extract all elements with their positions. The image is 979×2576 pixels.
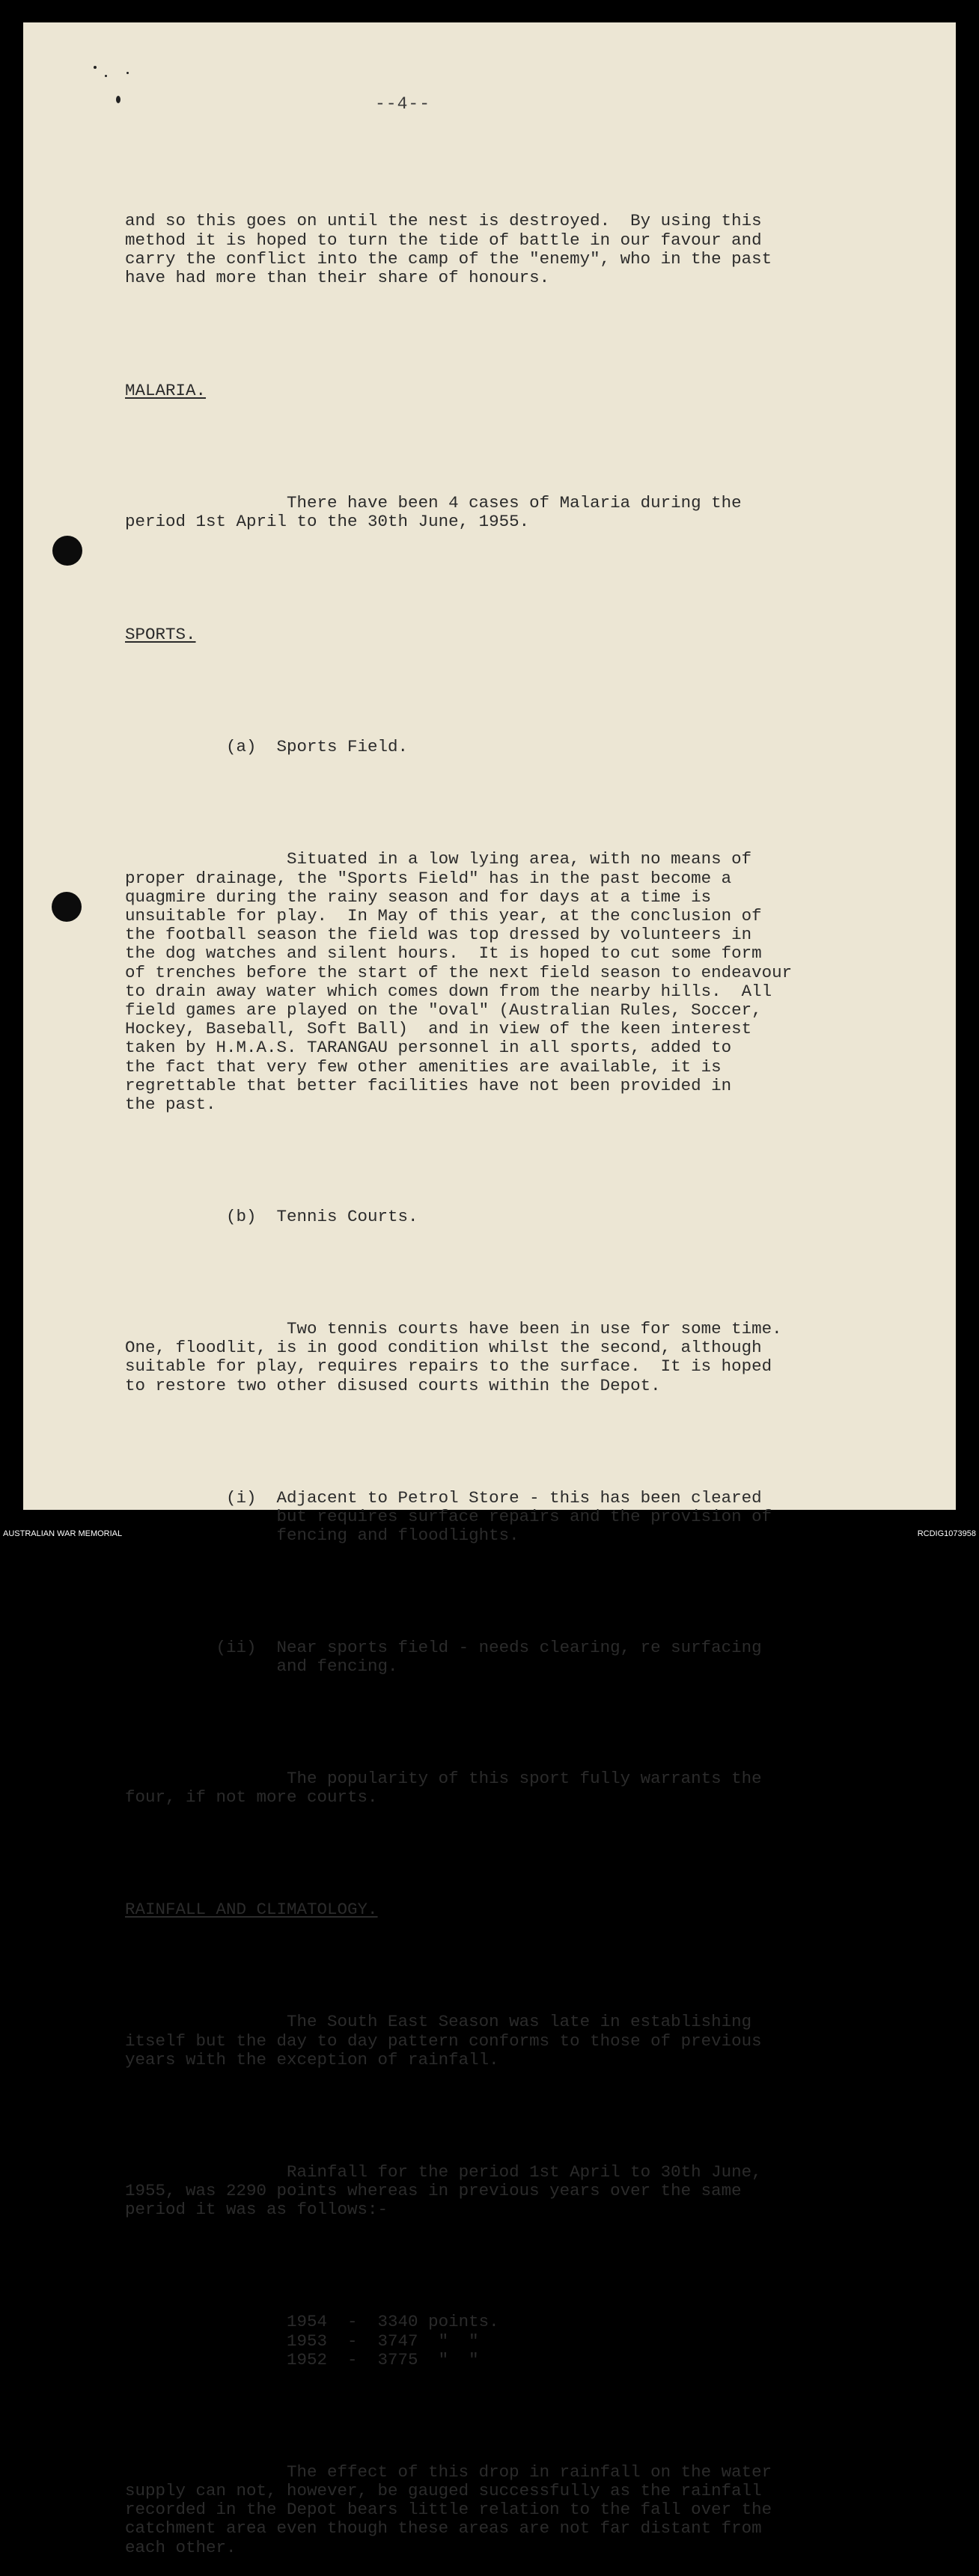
ink-speck bbox=[94, 66, 97, 69]
punch-hole-upper bbox=[52, 536, 82, 566]
paragraph-sports-field: Situated in a low lying area, with no means of proper drainage, the "Sports Field" has in the past become a quagmire during the rainy season and for days at a time is unsuitable for play. In May of this year, at the conclusion of the football season the field was top dressed by volunteers in the dog watches and silent hours. It is hoped to cut some form of trenches before the start of the next field season to endeavour to drain away water which comes down from the nearby hills. All field games are played on the "oval" (Australian Rules, Soccer, Hockey, Baseball, Soft Ball) and in view of the keen interest taken by H.M.A.S. TARANGAU personnel in all sports, added to the fact that very few other amenities are available, it is regrettable that better facilities have not been provided in the past. bbox=[125, 849, 793, 1114]
document-body bbox=[125, 174, 873, 2576]
rainfall-table: 1954 - 3340 points. 1953 - 3747 " " 1952 - 3775 " " bbox=[287, 2312, 499, 2370]
punch-hole-lower bbox=[52, 892, 82, 922]
paragraph-rainfall: Rainfall for the period 1st April to 30th June, 1955, was 2290 points whereas in previous years over the same period it was as follows:- bbox=[125, 2162, 762, 2220]
subheading-sports-field: (a) Sports Field. bbox=[125, 737, 409, 757]
ink-speck bbox=[126, 72, 129, 74]
paragraph-malaria: There have been 4 cases of Malaria during the period 1st April to the 30th June, 1955. bbox=[125, 493, 742, 532]
paragraph-popularity: The popularity of this sport fully warrants the four, if not more courts. bbox=[125, 1769, 762, 1808]
heading-sports: SPORTS. bbox=[125, 625, 196, 645]
paragraph-intro: and so this goes on until the nest is destroyed. By using this method it is hoped to turn the tide of battle in our favour and carry the conflict into the camp of the "enemy", who in the past have had more than their share of honours. bbox=[125, 211, 772, 288]
footer-record-id: RCDIG1073958 bbox=[917, 1529, 976, 1538]
page-number: --4-- bbox=[375, 94, 431, 114]
list-item-near-sports-field: (ii) Near sports field - needs clearing, re surfacing and fencing. bbox=[216, 1638, 762, 1677]
ink-speck bbox=[116, 96, 121, 103]
paragraph-season: The South East Season was late in establishing itself but the day to day pattern conforms to those of previous years with the exception of rainfall. bbox=[125, 2012, 762, 2069]
paragraph-effect: The effect of this drop in rainfall on the water supply can not, however, be gauged successfully as the rainfall recorded in the Depot bears little relation to the fall over the catchment area even though these areas are not far distant from each other. bbox=[125, 2462, 772, 2557]
list-item-petrol-store: (i) Adjacent to Petrol Store - this has been cleared but requires surface repairs and the provision of fencing and floodlights. bbox=[226, 1487, 772, 1545]
heading-rainfall: RAINFALL AND CLIMATOLOGY. bbox=[125, 1900, 378, 1920]
footer-archive-name: AUSTRALIAN WAR MEMORIAL bbox=[3, 1529, 123, 1538]
paragraph-tennis: Two tennis courts have been in use for some time. One, floodlit, is in good condition whilst the second, although suitable for play, requires repairs to the surface. It is hoped to restore two other disused courts within the Depot. bbox=[125, 1318, 782, 1395]
heading-malaria: MALARIA. bbox=[125, 381, 207, 401]
ink-speck bbox=[105, 75, 107, 77]
subheading-tennis-courts: (b) Tennis Courts. bbox=[125, 1206, 418, 1226]
